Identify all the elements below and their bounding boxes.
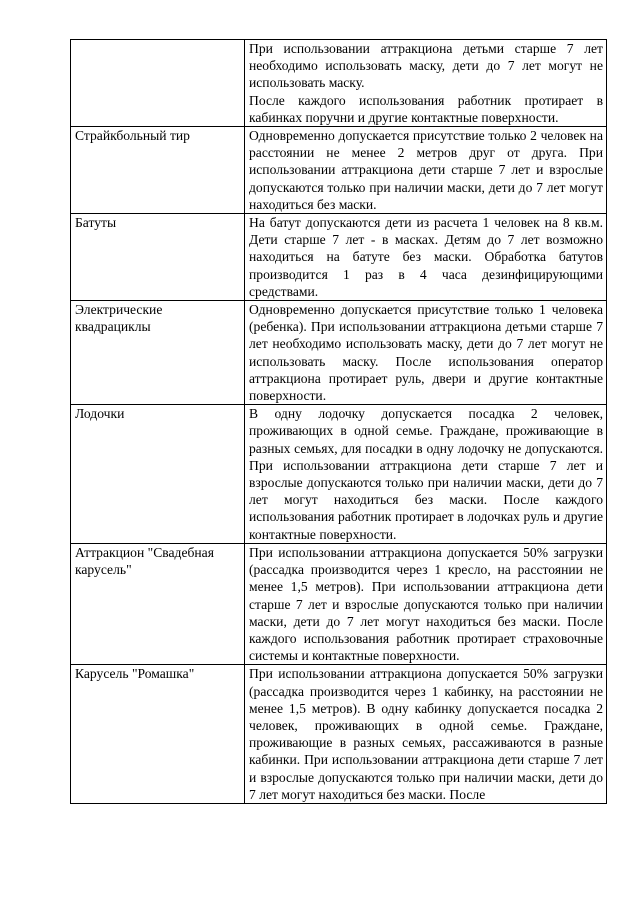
table-row <box>71 543 607 664</box>
attraction-name-cell: Аттракцион "Свадебная карусель" <box>71 543 245 664</box>
rules-paragraph: В одну лодочку допускается посадка 2 человек, проживающих в одной семье. Граждане, проживающие в разных семьях, для посадки в одну лодочку не допускаются. При использовании аттракциона дети старше 7 лет и взрослые допускаются только при наличии маски, дети до 7 лет могут находиться без маски. После каждого использования работник протирает в лодочках руль и другие контактные поверхности. <box>249 406 603 542</box>
rules-paragraph: Одновременно допускается присутствие только 2 человек на расстоянии не менее 2 метров друг от друга. При использовании аттракциона дети старше 7 лет и взрослые допускаются только при наличии маски, дети до 7 лет могут находиться без маски. <box>249 128 603 212</box>
attraction-name-cell: Батуты <box>71 214 245 301</box>
attraction-name-cell: Электрические квадрациклы <box>71 301 245 405</box>
attraction-name-cell: Карусель "Ромашка" <box>71 665 245 804</box>
table-row <box>71 405 607 544</box>
attraction-rules-cell <box>245 127 607 214</box>
attraction-name-cell: Лодочки <box>71 405 245 544</box>
table-row <box>71 301 607 405</box>
table-row <box>71 40 607 127</box>
rules-paragraph: При использовании аттракциона допускается 50% загрузки (рассадка производится через 1 кресло, на расстоянии не менее 1,5 метров). При использовании аттракциона дети старше 7 лет и взрослые допускаются только при наличии маски, дети до 7 лет могут находиться без маски. После каждого использования работник протирает страховочные системы и контактные поверхности. <box>249 544 603 664</box>
attraction-rules-cell <box>245 40 607 127</box>
rules-paragraph: После каждого использования работник протирает в кабинках поручни и другие контактные поверхности. <box>249 92 603 125</box>
document-page <box>70 39 604 804</box>
attraction-rules-cell <box>245 543 607 664</box>
rules-paragraph: При использовании аттракциона детьми старше 7 лет необходимо использовать маску, дети до 7 лет могут не использовать маску. <box>249 41 603 91</box>
attraction-name-cell: Страйкбольный тир <box>71 127 245 214</box>
attraction-rules-cell <box>245 214 607 301</box>
table-row <box>71 127 607 214</box>
attraction-rules-cell <box>245 301 607 405</box>
rules-paragraph: Одновременно допускается присутствие только 1 человека (ребенка). При использовании аттракциона детьми старше 7 лет необходимо использовать маску, дети до 7 лет могут не использовать маску. После использования оператор аттракциона протирает руль, двери и другие контактные поверхности. <box>249 302 603 404</box>
table-row <box>71 665 607 804</box>
table-row <box>71 214 607 301</box>
attraction-rules-cell <box>245 405 607 544</box>
attraction-name-cell <box>71 40 245 127</box>
attractions-rules-table <box>70 39 607 804</box>
rules-paragraph: При использовании аттракциона допускается 50% загрузки (рассадка производится через 1 кабинку, на расстоянии не менее 1,5 метров). В одну кабинку допускается посадка 2 человек, проживающих в одной семье. Граждане, проживающие в разных семьях, рассаживаются в разные кабинки. При использовании аттракциона дети старше 7 лет и взрослые допускаются только при наличии маски, дети до 7 лет могут находиться без маски. После <box>249 666 603 802</box>
rules-paragraph: На батут допускаются дети из расчета 1 человек на 8 кв.м. Дети старше 7 лет - в масках. Детям до 7 лет возможно находиться на батуте без маски. Обработка батутов производится 1 раз в 4 часа дезинфицирующими средствами. <box>249 215 603 299</box>
attraction-rules-cell <box>245 665 607 804</box>
